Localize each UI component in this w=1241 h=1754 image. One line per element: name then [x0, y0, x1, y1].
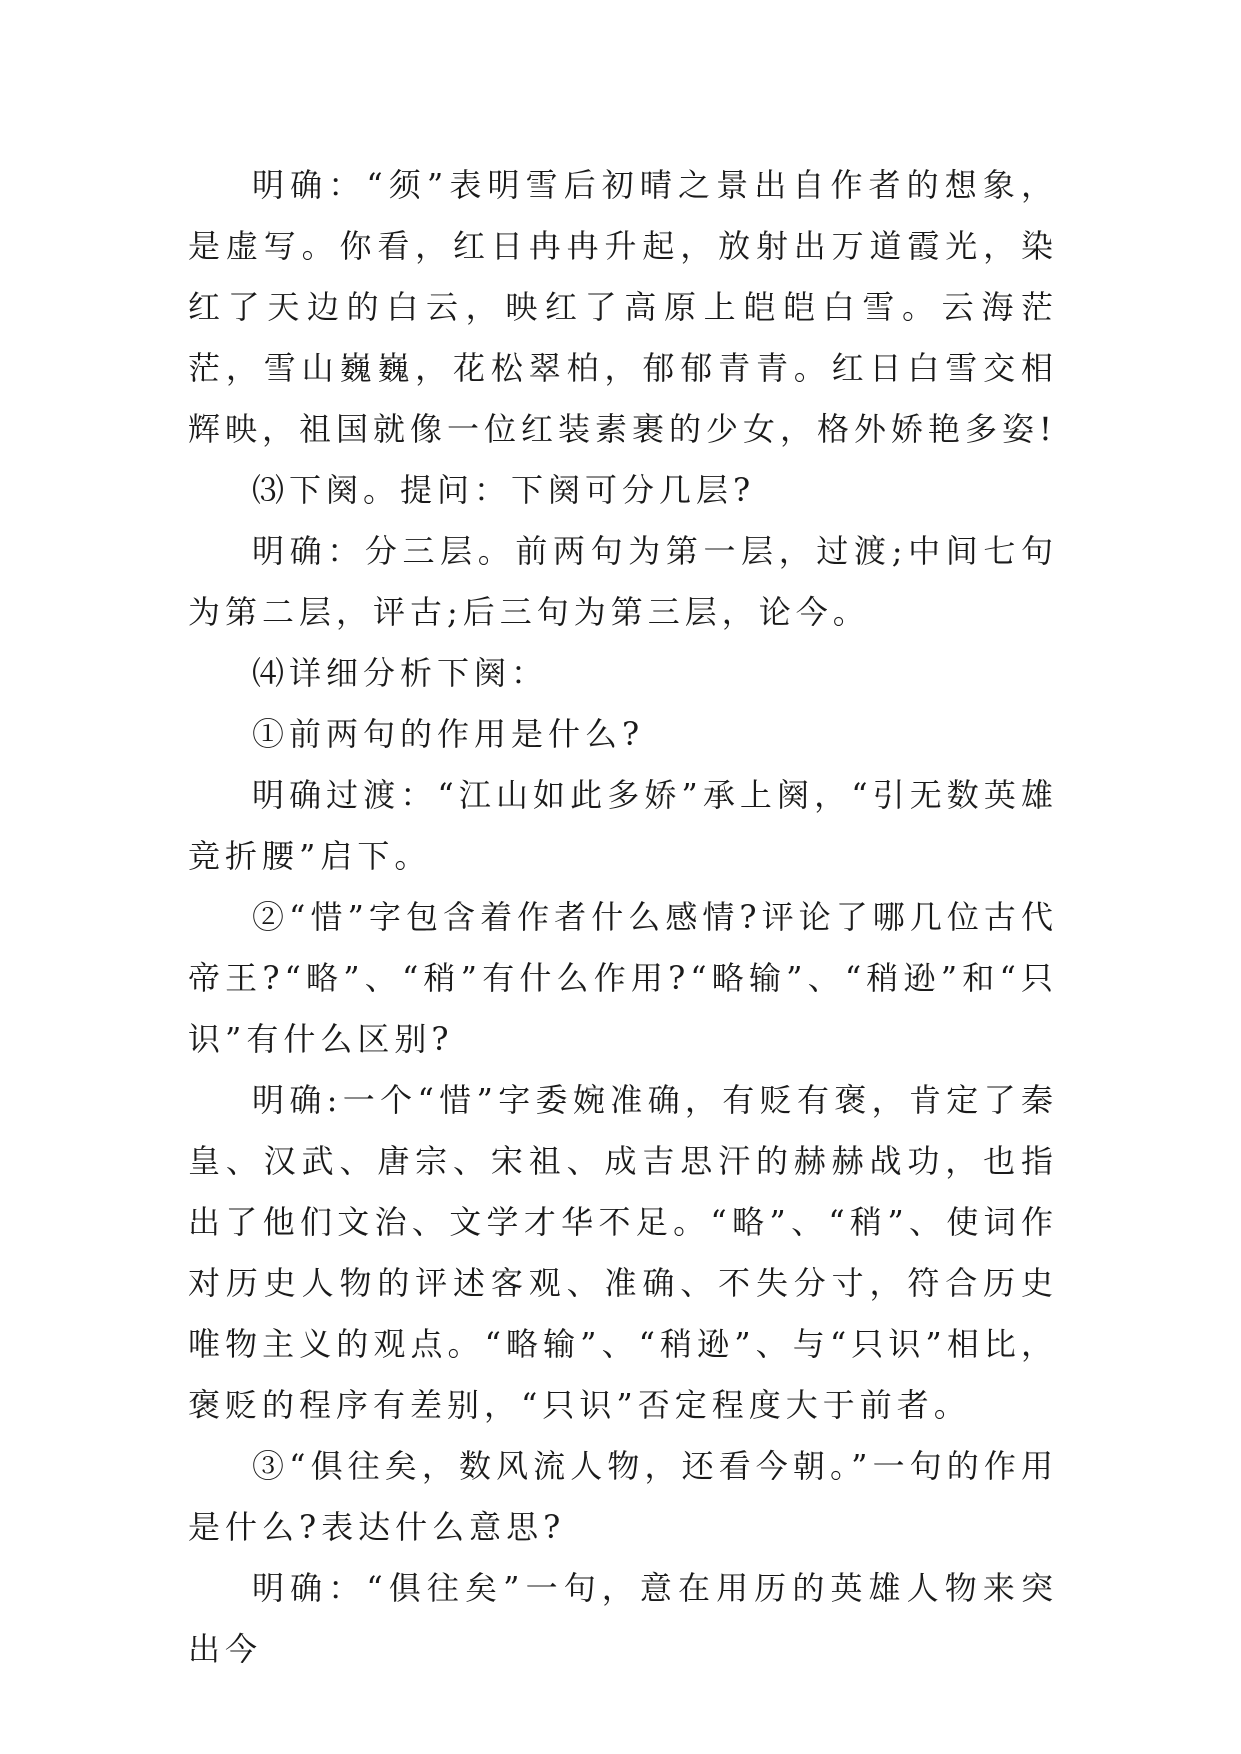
paragraph-question-final-line: ③“俱往矣，数风流人物，还看今朝。”一句的作用是什么?表达什么意思? — [188, 1447, 1058, 1546]
paragraph-detail-analysis-heading: ⑷详细分析下阕： — [252, 654, 549, 692]
paragraph-answer-snow-scene: 明确：“须”表明雪后初晴之景出自作者的想象，是虚写。你看，红日冉冉升起，放射出万道霞光，染红了天边的白云，映红了高原上皑皑白雪。云海茫茫，雪山巍巍，花松翠柏，郁郁青青。红日白雪交相辉映，祖国就像一位红装素裹的少女，格外娇艳多姿! — [188, 166, 1058, 448]
body-text — [188, 155, 1058, 1680]
paragraph-answer-transition: 明确过渡：“江山如此多娇”承上阕，“引无数英雄竞折腰”启下。 — [188, 776, 1058, 875]
paragraph-answer-final-line: 明确：“俱往矣”一句，意在用历的英雄人物来突出今 — [188, 1569, 1058, 1668]
paragraph-question-first-two-lines: ①前两句的作用是什么? — [252, 715, 645, 753]
paragraph-question-xi-character: ②“惜”字包含着作者什么感情?评论了哪几位古代帝王?“略”、“稍”有什么作用?“略输”、“稍逊”和“只识”有什么区别? — [188, 898, 1058, 1058]
paragraph-question-second-stanza: ⑶下阕。提问：下阕可分几层? — [252, 471, 756, 509]
paragraph-answer-three-layers: 明确：分三层。前两句为第一层，过渡;中间七句为第二层，评古;后三句为第三层，论今。 — [188, 532, 1058, 631]
paragraph-answer-xi-character: 明确:一个“惜”字委婉准确，有贬有褒，肯定了秦皇、汉武、唐宗、宋祖、成吉思汗的赫赫战功，也指出了他们文治、文学才华不足。“略”、“稍”、使词作对历史人物的评述客观、准确、不失分寸，符合历史唯物主义的观点。“略输”、“稍逊”、与“只识”相比，褒贬的程序有差别，“只识”否定程度大于前者。 — [188, 1081, 1058, 1424]
